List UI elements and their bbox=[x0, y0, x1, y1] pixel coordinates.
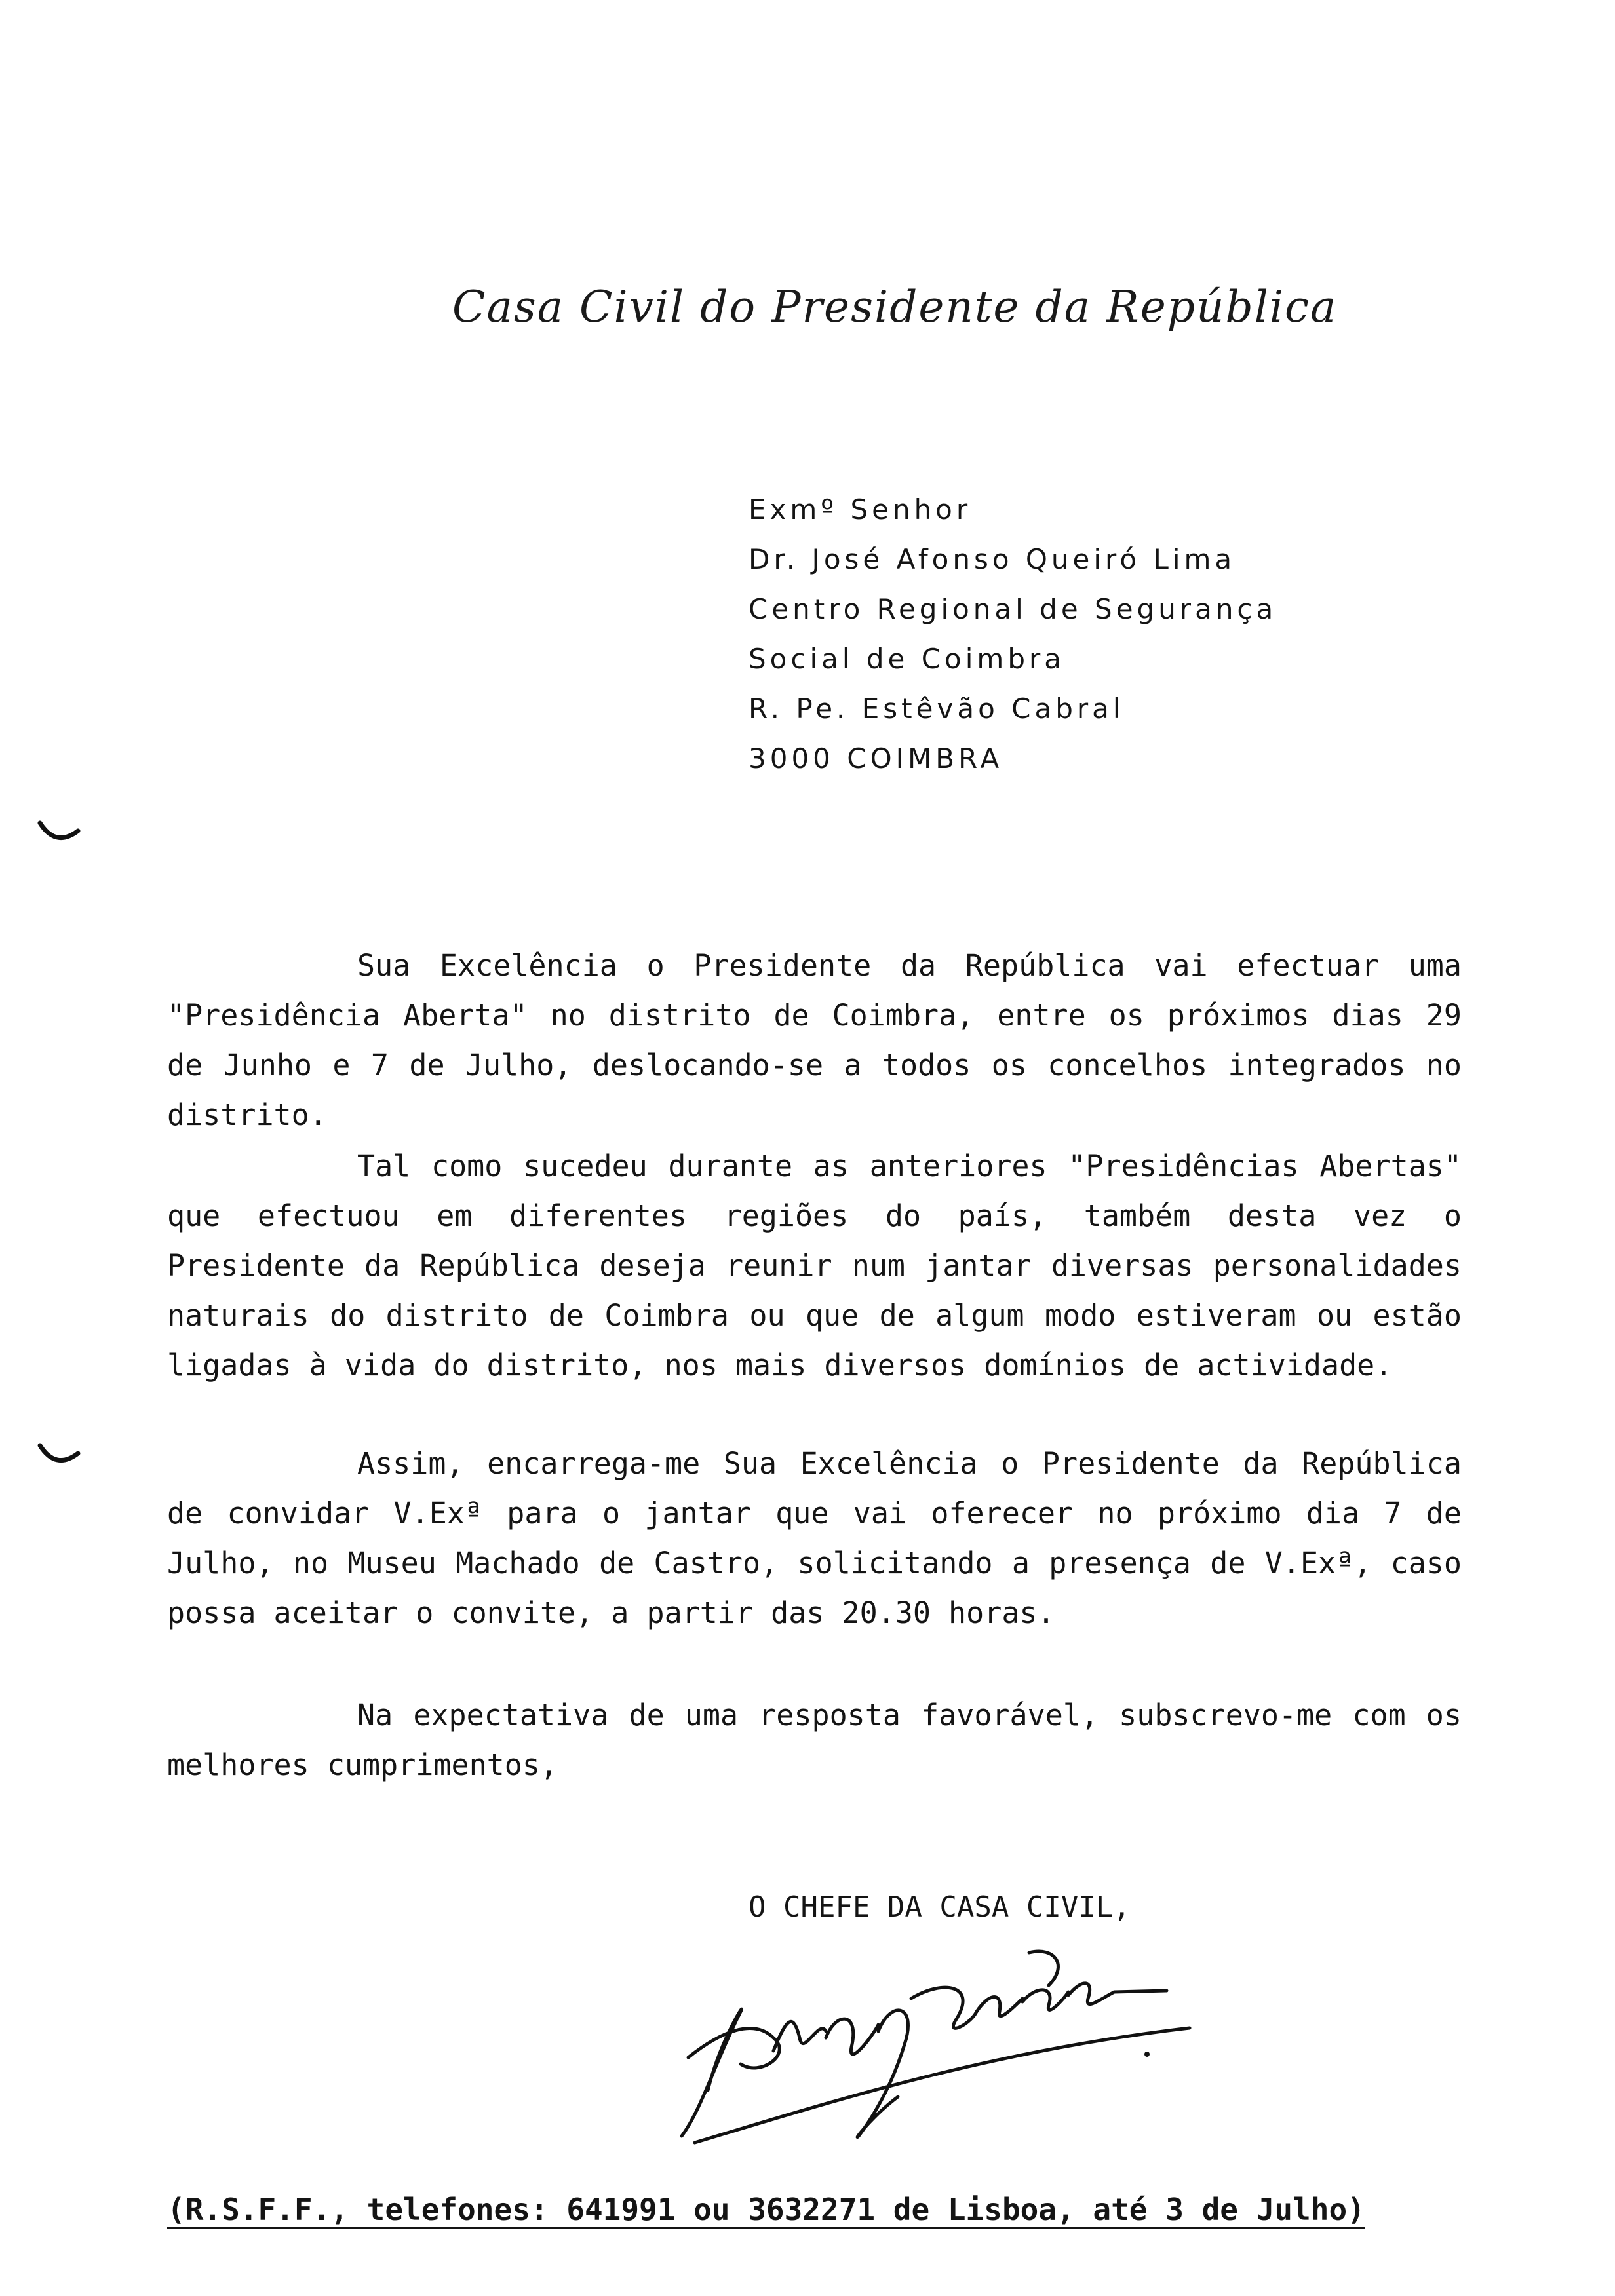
closing-title: O CHEFE DA CASA CIVIL, bbox=[749, 1890, 1131, 1924]
body-paragraph: Assim, encarrega-me Sua Excelência o Presidente da República de convidar V.Exª para o jantar que vai oferecer no próximo dia 7 de Julho, no Museu Machado de Castro, solicitando a presença de V.Exª, caso possa aceitar o convite, a partir das 20.30 horas. bbox=[167, 1446, 1462, 1630]
footer-note: (R.S.F.F., telefones: 641991 ou 3632271 de Lisboa, até 3 de Julho) bbox=[167, 2192, 1365, 2227]
address-line: R. Pe. Estêvão Cabral bbox=[749, 693, 1125, 725]
address-line: Centro Regional de Segurança bbox=[749, 593, 1277, 625]
address-line: 3000 COIMBRA bbox=[749, 742, 1003, 775]
body-paragraph: Na expectativa de uma resposta favorável, subscrevo-me com os melhores cumprimentos, bbox=[167, 1698, 1462, 1782]
letterhead: Casa Civil do Presidente da República bbox=[452, 282, 1338, 332]
signature bbox=[662, 1940, 1226, 2156]
address-line: Exmº Senhor bbox=[749, 493, 972, 526]
body-paragraph: Sua Excelência o Presidente da República vai efectuar uma "Presidência Aberta" no distrito de Coimbra, entre os próximos dias 29 de Junho e 7 de Julho, deslocando-se a todos os concelhos integrados no distrito. bbox=[167, 948, 1462, 1132]
recipient-address bbox=[749, 485, 1277, 784]
body-paragraph: Tal como sucedeu durante as anteriores "Presidências Abertas" que efectuou em diferentes regiões do país, também desta vez o Presidente da República deseja reunir num jantar diversas personalidades naturais do distrito de Coimbra ou que de algum modo estiveram ou estão ligadas à vida do distrito, nos mais diversos domínios de actividade. bbox=[167, 1149, 1462, 1383]
address-line: Social de Coimbra bbox=[749, 643, 1065, 675]
punch-mark-icon bbox=[36, 819, 82, 845]
address-line: Dr. José Afonso Queiró Lima bbox=[749, 543, 1236, 575]
punch-mark-icon bbox=[36, 1442, 82, 1468]
